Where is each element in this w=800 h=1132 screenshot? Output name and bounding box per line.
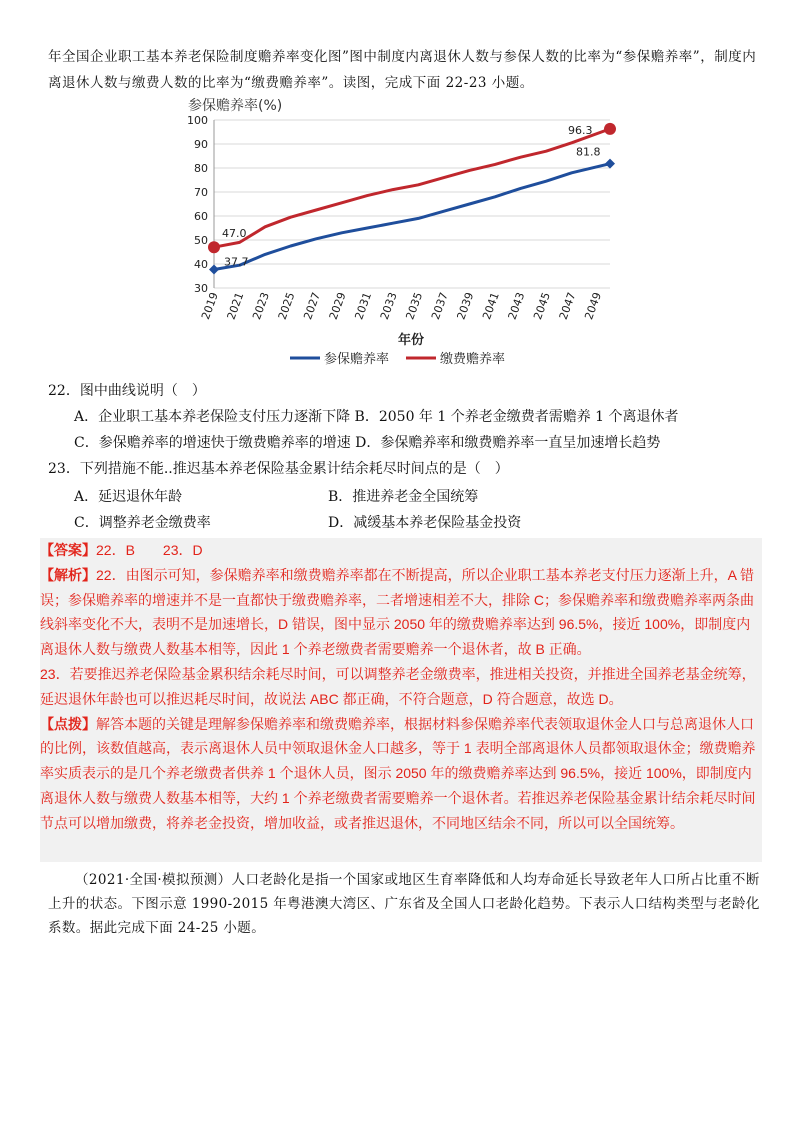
series-2-end-marker xyxy=(208,241,220,253)
x-tick-label: 2025 xyxy=(275,290,298,322)
x-tick-label: 2047 xyxy=(556,290,579,322)
question-23-option-a: A．延迟退休年龄 xyxy=(74,489,183,505)
explanation-23: 23．若要推迟养老保险基金累积结余耗尽时间，可以调整养老金缴费率，推进相关投资，并推进全国养老基金统筹，延迟退休年龄也可以推迟耗尽时间，故说法 ABC 都正确，不符合题意，D 符合题意，故选 D。 xyxy=(40,665,756,707)
tip-text: 解答本题的关键是理解参保赡养率和缴费赡养率，根据材料参保赡养率代表领取退休金人口与总离退休人口的比例，该数值越高，表示离退休人员中领取退休金人口越多，等于 1 表明全部离退休人员都领取退休金；缴费赡养率实质表示的是几个养老缴费者供养 1 个退休人员，图示 2050 年的缴费赡养率达到 96.5%，接近 100%，即制度内离退休人数与缴费人数基本相等，大约 1 个养老缴费者需要赡养一个退休者。若推迟养老保险基金累计结余耗尽时间节点可以增加缴费，将养老金投资，增加收益，或者推迟退休，不同地区结余不同，所以可以全国统筹。 xyxy=(40,715,756,831)
x-tick-label: 2045 xyxy=(531,290,553,322)
tip-tag: 【点拨】 xyxy=(40,715,96,732)
x-tick-label: 2039 xyxy=(454,290,477,322)
series-1-end-marker xyxy=(209,265,219,275)
x-tick-label: 2037 xyxy=(428,290,451,322)
y-tick-label: 30 xyxy=(194,282,208,295)
tip xyxy=(40,712,762,836)
x-axis-ticks xyxy=(199,291,604,322)
question-23-option-b: B．推进养老金全国统筹 xyxy=(328,489,479,505)
chart-legend xyxy=(290,351,505,367)
series-2-end-marker xyxy=(604,123,616,135)
chart-series xyxy=(208,123,616,275)
chart-grid xyxy=(214,120,610,288)
y-axis-ticks xyxy=(187,114,208,295)
series-1-end-marker xyxy=(605,159,615,169)
answer-analysis-box xyxy=(40,538,762,862)
x-axis-label: 年份 xyxy=(397,333,425,348)
question-23-option-d: D．减缓基本养老保险基金投资 xyxy=(328,515,522,531)
legend-label-series-2: 缴费赡养率 xyxy=(440,352,506,367)
series-line-2 xyxy=(214,129,610,247)
answer-tag: 【答案】 xyxy=(40,542,96,558)
x-tick-label: 2031 xyxy=(352,290,375,322)
question-22-options-cd: C．参保赡养率的增速快于缴费赡养率的增速 D．参保赡养率和缴费赡养率一直呈加速增长趋势 xyxy=(74,435,661,451)
y-tick-label: 40 xyxy=(194,258,208,271)
x-tick-label: 2033 xyxy=(377,290,400,322)
y-tick-label: 70 xyxy=(194,186,208,199)
pension-ratio-chart xyxy=(170,96,630,368)
data-label: 47.0 xyxy=(222,227,247,241)
data-labels xyxy=(222,124,601,269)
x-tick-label: 2023 xyxy=(250,290,272,322)
explanation-tag: 【解析】 xyxy=(40,566,96,583)
data-label: 96.3 xyxy=(568,123,593,137)
x-tick-label: 2029 xyxy=(326,290,349,322)
x-tick-label: 2019 xyxy=(199,290,221,322)
chart-svg xyxy=(170,96,630,368)
data-label: 37.7 xyxy=(224,255,249,269)
question-23-option-c: C．调整养老金缴费率 xyxy=(74,515,211,531)
explanation-22-text: 22．由图示可知，参保赡养率和缴费赡养率都在不断提高，所以企业职工基本养老支付压力逐渐上升，A 错误；参保赡养率的增速并不是一直都快于缴费赡养率，二者增速相差不大，排除 C；参保赡养率和缴费赡养率两条曲线斜率变化不大，表明不是加速增长，D 错误，图中显示 2050 年的缴费赡养率达到 96.5%，接近 100%，即制度内离退休人数与缴费人数基本相等，因此 1 个养老缴费者需要赡养一个退休者，故 B 正确。 xyxy=(40,566,755,658)
x-tick-label: 2021 xyxy=(224,290,247,322)
y-tick-label: 100 xyxy=(187,114,208,127)
y-tick-label: 50 xyxy=(194,234,208,247)
x-tick-label: 2027 xyxy=(301,290,324,322)
explanation-22 xyxy=(40,563,762,662)
x-tick-label: 2043 xyxy=(505,290,528,322)
question-22-stem: 22．图中曲线说明（ ） xyxy=(48,383,206,399)
y-tick-label: 90 xyxy=(194,138,208,151)
legend-label-series-1: 参保赡养率 xyxy=(324,352,390,367)
answer-text: 22．B 23．D xyxy=(96,542,203,558)
series-line-1 xyxy=(214,164,610,270)
y-tick-label: 60 xyxy=(194,210,208,223)
question-23-stem: 23．下列措施不能..推迟基本养老保险基金累计结余耗尽时间点的是（ ） xyxy=(48,461,509,477)
question-22-options-ab: A．企业职工基本养老保险支付压力逐渐下降 B．2050 年 1 个养老金缴费者需赡养 1 个离退休者 xyxy=(74,409,679,425)
chart-title: 参保赡养率(%) xyxy=(188,98,283,114)
answer-line xyxy=(40,538,762,563)
intro-paragraph: 年全国企业职工基本养老保险制度赡养率变化图”图中制度内离退休人数与参保人数的比率为“参保赡养率”，制度内离退休人数与缴费人数的比率为“缴费赡养率”。读图，完成下面 22-23 小题。 xyxy=(48,49,757,91)
x-tick-label: 2041 xyxy=(480,290,502,322)
y-tick-label: 80 xyxy=(194,162,208,175)
x-tick-label: 2035 xyxy=(403,290,426,322)
x-tick-label: 2049 xyxy=(582,290,605,322)
next-passage: （2021·全国·模拟预测）人口老龄化是指一个国家或地区生育率降低和人均寿命延长导致老年人口所占比重不断上升的状态。下图示意 1990-2015 年粤港澳大湾区、广东省及全国人口老龄化趋势。下表示人口结构类型与老龄化系数。据此完成下面 24-25 小题。 xyxy=(48,872,760,936)
data-label: 81.8 xyxy=(576,145,601,159)
